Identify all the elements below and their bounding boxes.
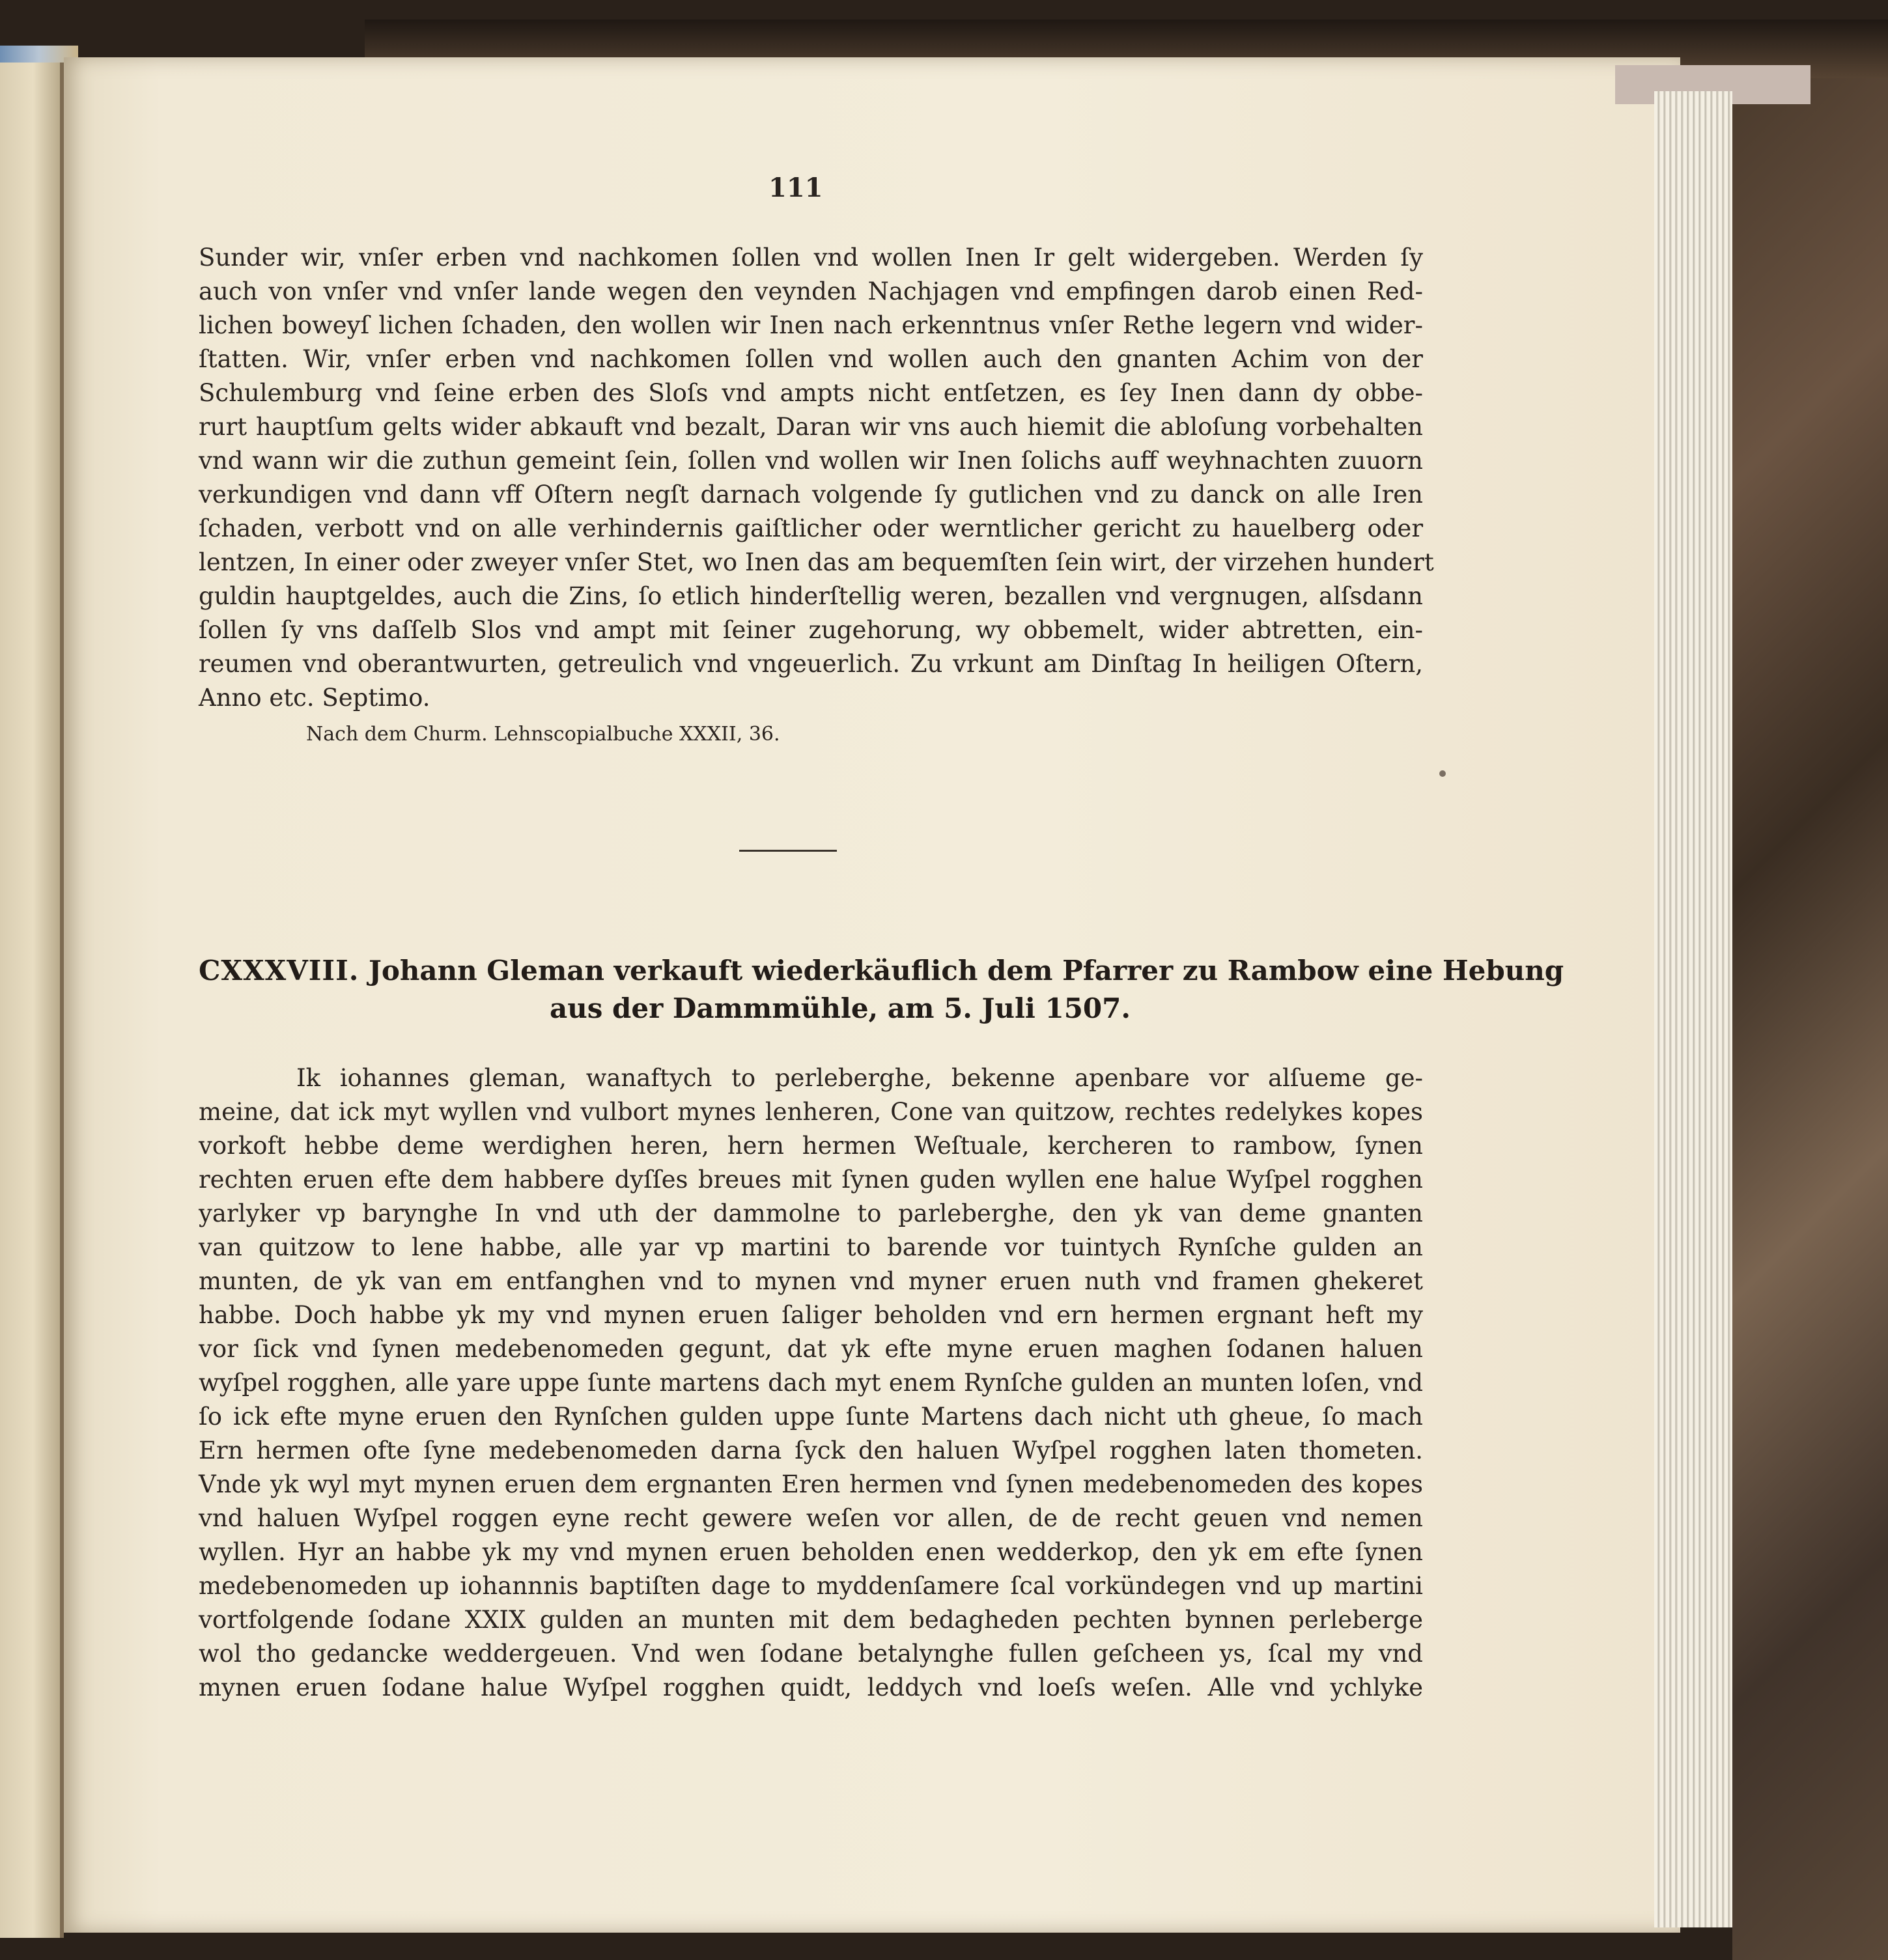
- document-title-line-2: aus der Dammmühle, am 5. Juli 1507.: [549, 992, 1131, 1024]
- document-number: CXXXVIII.: [199, 955, 359, 987]
- document-body-line: vortfolgende ſodane XXIX gulden an munten mit dem bedagheden pechten bynnen perleberge: [199, 1606, 1423, 1634]
- document-body-line: wyllen. Hyr an habbe yk my vnd mynen eruen beholden enen wedderkop, den yk em efte ſynen: [199, 1538, 1423, 1566]
- previous-document-text: [199, 241, 1434, 715]
- previous-document-line: lichen boweyſ lichen ſchaden, den wollen wir Inen nach erkenntnus vnſer Rethe legern vnd wider-: [199, 311, 1423, 339]
- document-body-line: meine, dat ick myt wyllen vnd vulbort mynes lenheren, Cone van quitzow, rechtes redelykes kopes: [199, 1098, 1423, 1126]
- document-body-line: mynen eruen ſodane halue Wyſpel rogghen quidt, leddych vnd loeſs weſen. Alle vnd ychlyke: [199, 1673, 1423, 1701]
- ink-speck: [1439, 770, 1446, 777]
- previous-document-line: Sunder wir, vnſer erben vnd nachkomen ſollen vnd wollen Inen Ir gelt widergeben. Werden ſy: [199, 244, 1423, 272]
- previous-document-line: ſollen ſy vns daſſelb Slos vnd ampt mit ſeiner zugehorung, wy obbemelt, wider abtretten, ein-: [199, 616, 1423, 644]
- previous-document-line: verkundigen vnd dann vff Oſtern negſt darnach volgende ſy gutlichen vnd zu danck on alle Iren: [199, 481, 1423, 509]
- previous-document-line: vnd wann wir die zuthun gemeint ſein, ſollen vnd wollen wir Inen ſolichs auff weyhnachten zuuorn: [199, 447, 1423, 475]
- document-body-line: vorkoft hebbe deme werdighen heren, hern hermen Weſtuale, kercheren to rambow, ſynen: [199, 1132, 1423, 1160]
- previous-document-line: Anno etc. Septimo.: [199, 684, 430, 712]
- document-body-line: wol tho gedancke weddergeuen. Vnd wen ſodane betalynghe fullen geſcheen ys, ſcal my vnd: [199, 1640, 1423, 1668]
- document-body-line: medebenomeden up iohannnis baptiſten dage to myddenſamere ſcal vorkündegen vnd up martini: [199, 1572, 1423, 1600]
- page-edges: [1654, 91, 1732, 1927]
- document-body-line: rechten eruen efte dem habbere dyſſes breues mit ſynen guden wyllen ene halue Wyſpel rogghen: [199, 1166, 1423, 1194]
- document-title-line-1: Johann Gleman verkauft wiederkäuflich dem Pfarrer zu Rambow eine Hebung: [368, 955, 1564, 987]
- page-number: 111: [768, 173, 823, 203]
- document-body-line: Vnde yk wyl myt mynen eruen dem ergnanten Eren hermen vnd ſynen medebenomeden des kopes: [199, 1470, 1423, 1498]
- previous-document-line: Schulemburg vnd ſeine erben des Sloſs vnd ampts nicht entſetzen, es ſey Inen dann dy obbe-: [199, 379, 1423, 407]
- previous-document-line: reumen vnd oberantwurten, getreulich vnd vngeuerlich. Zu vrkunt am Dinſtag In heiligen Oſtern,: [199, 650, 1423, 678]
- document-body-line: wyſpel rogghen, alle yare uppe ſunte martens dach myt enem Rynſche gulden an munten loſen, vnd: [199, 1369, 1423, 1397]
- previous-document-line: auch von vnſer vnd vnſer lande wegen den veynden Nachjagen vnd empfingen darob einen Red-: [199, 277, 1423, 305]
- document-body-line: Ern hermen ofte ſyne medebenomeden darna ſyck den haluen Wyſpel rogghen laten thometen.: [199, 1436, 1423, 1464]
- previous-document-line: ſtatten. Wir, vnſer erben vnd nachkomen ſollen vnd wollen auch den gnanten Achim von der: [199, 345, 1423, 373]
- previous-document-line: rurt hauptſum gelts wider abkauft vnd bezalt, Daran wir vns auch hiemit die abloſung vorbehalten: [199, 413, 1423, 441]
- document-body-line: munten, de yk van em entfanghen vnd to mynen vnd myner eruen nuth vnd framen ghekeret: [199, 1267, 1423, 1295]
- source-note: Nach dem Churm. Lehnscopialbuche XXXII, 36.: [306, 723, 780, 746]
- left-page-edge: [0, 63, 64, 1938]
- book-cover-right: [1732, 78, 1888, 1960]
- previous-document-line: lentzen, In einer oder zweyer vnſer Stet, wo Inen das am bequemſten ſein wirt, der virzehen hundert: [199, 548, 1434, 576]
- document-body-line: van quitzow to lene habbe, alle yar vp martini to barende vor tuintych Rynſche gulden an: [199, 1233, 1423, 1261]
- document-body-line: habbe. Doch habbe yk my vnd mynen eruen ſaliger beholden vnd ern hermen ergnant heft my: [199, 1301, 1423, 1329]
- previous-document-line: ſchaden, verbott vnd on alle verhindernis gaiſtlicher oder werntlicher gericht zu hauelberg oder: [199, 514, 1423, 542]
- section-divider: [739, 850, 837, 852]
- previous-document-line: guldin hauptgeldes, auch die Zins, ſo etlich hinderſtellig weren, bezallen vnd vergnugen, alſsdann: [199, 582, 1423, 610]
- document-heading: [199, 952, 1564, 1028]
- document-body-line: Ik iohannes gleman, wanaftych to perleberghe, bekenne apenbare vor alſueme ge-: [296, 1064, 1423, 1092]
- heading-line-1: [199, 952, 1564, 990]
- document-body-line: ſo ick efte myne eruen den Rynſchen gulden uppe ſunte Martens dach nicht uth gheue, ſo mach: [199, 1403, 1423, 1431]
- document-body-text: [199, 1061, 1423, 1705]
- document-body-line: vnd haluen Wyſpel roggen eyne recht gewere weſen vor allen, de de recht geuen vnd nemen: [199, 1504, 1423, 1532]
- document-body-line: vor ſick vnd ſynen medebenomeden gegunt, dat yk efte myne eruen maghen ſodanen haluen: [199, 1335, 1423, 1363]
- document-body-line: yarlyker vp barynghe In vnd uth der dammolne to parleberghe, den yk van deme gnanten: [199, 1199, 1423, 1227]
